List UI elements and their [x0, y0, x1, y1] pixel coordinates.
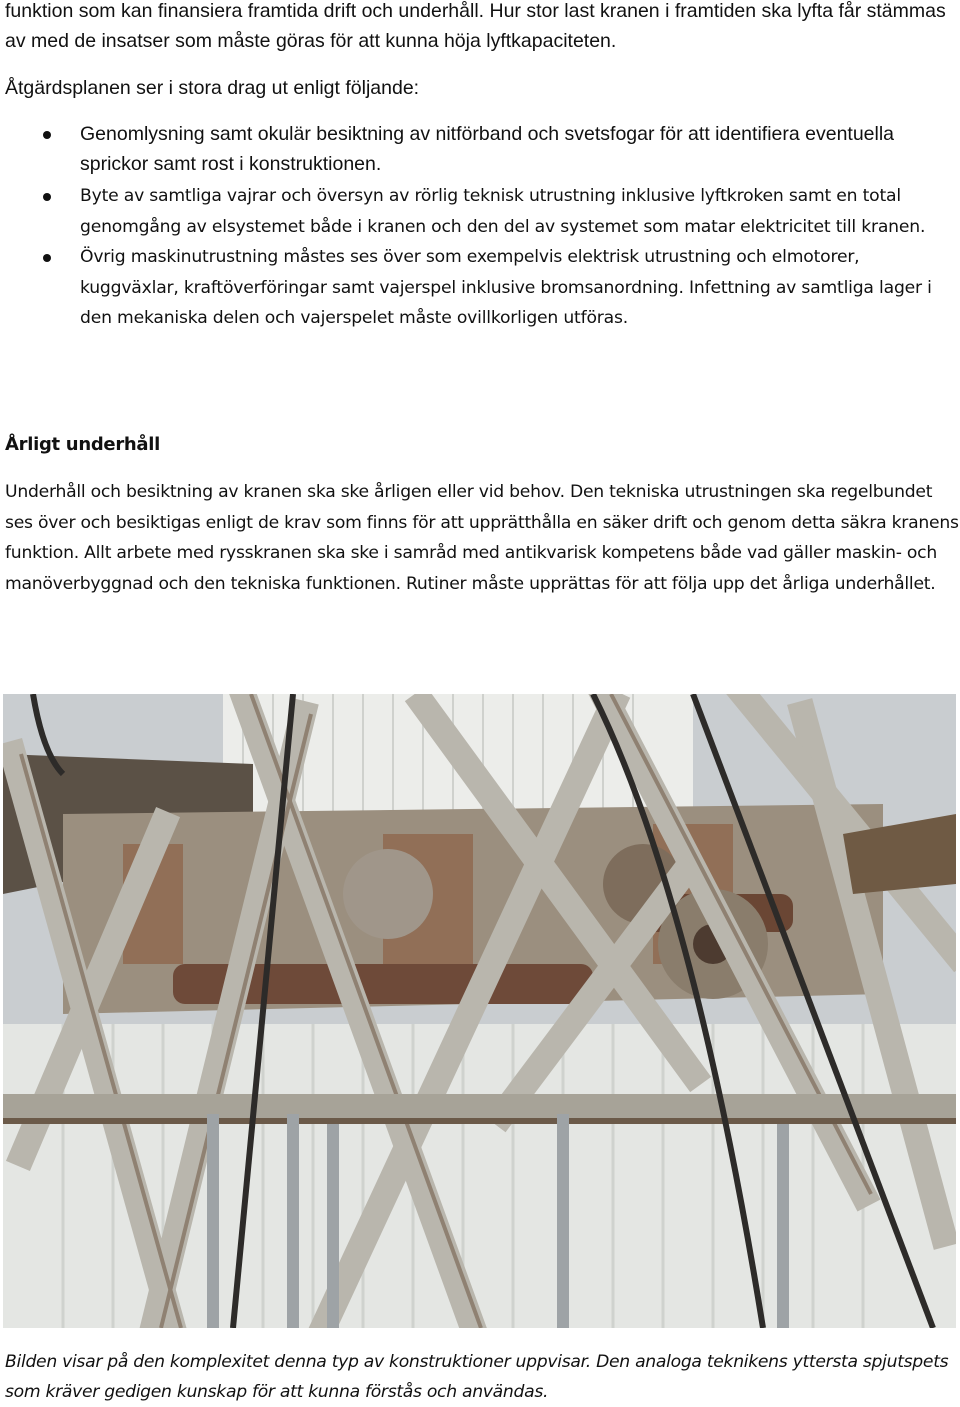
section-heading: Årligt underhåll	[5, 434, 161, 455]
measures-list	[0, 119, 958, 334]
list-item	[0, 242, 958, 334]
bullet-icon	[43, 254, 51, 262]
intro-paragraph: funktion som kan finansiera framtida drift och underhåll. Hur stor last kranen i framtiden ska lyfta får stämmas av med de insatser som måste göras för att kunna höja lyftkapaciteten.	[5, 0, 946, 52]
list-item-text: Övrig maskinutrustning måstes ses över som exempelvis elektrisk utrustning och elmotorer, kuggväxlar, kraftöverföringar samt vajerspel inklusive bromsanordning. Infettning av samtliga lager i den mekaniska delen och vajerspelet måste ovillkorligen utföras.	[80, 247, 932, 328]
list-item-text: Genomlysning samt okulär besiktning av nitförband och svetsfogar för att identifiera eventuella sprickor samt rost i konstruktionen.	[80, 123, 895, 175]
crane-illustration	[3, 694, 956, 1328]
photo-caption: Bilden visar på den komplexitet denna typ av konstruktioner uppvisar. Den analoga teknikens yttersta spjutspets som kräver gedigen kunskap för att kunna förstås och användas.	[5, 1352, 949, 1402]
list-item	[0, 119, 958, 179]
bullet-icon	[43, 131, 51, 139]
list-item-text: Byte av samtliga vajrar och översyn av rörlig teknisk utrustning inklusive lyftkroken samt en total genomgång av elsystemet både i kranen och den del av systemet som matar elektricitet till kranen.	[80, 186, 926, 237]
annual-maintenance-text: Underhåll och besiktning av kranen ska ske årligen eller vid behov. Den tekniska utrustningen ska regelbundet ses över och besiktigas enligt de krav som finns för att upprätthålla en säker drift och genom detta säkra kranens funktion. Allt arbete med rysskranen ska ske i samråd med antikvarisk kompetens både vad gäller maskin- och manöverbyggnad och den tekniska funktionen. Rutiner måste upprättas för att följa upp det årliga underhållet.	[5, 482, 959, 594]
bullet-icon	[43, 193, 51, 201]
list-item	[0, 181, 958, 242]
crane-photo	[3, 694, 956, 1328]
plan-intro: Åtgärdsplanen ser i stora drag ut enligt följande:	[5, 77, 420, 99]
